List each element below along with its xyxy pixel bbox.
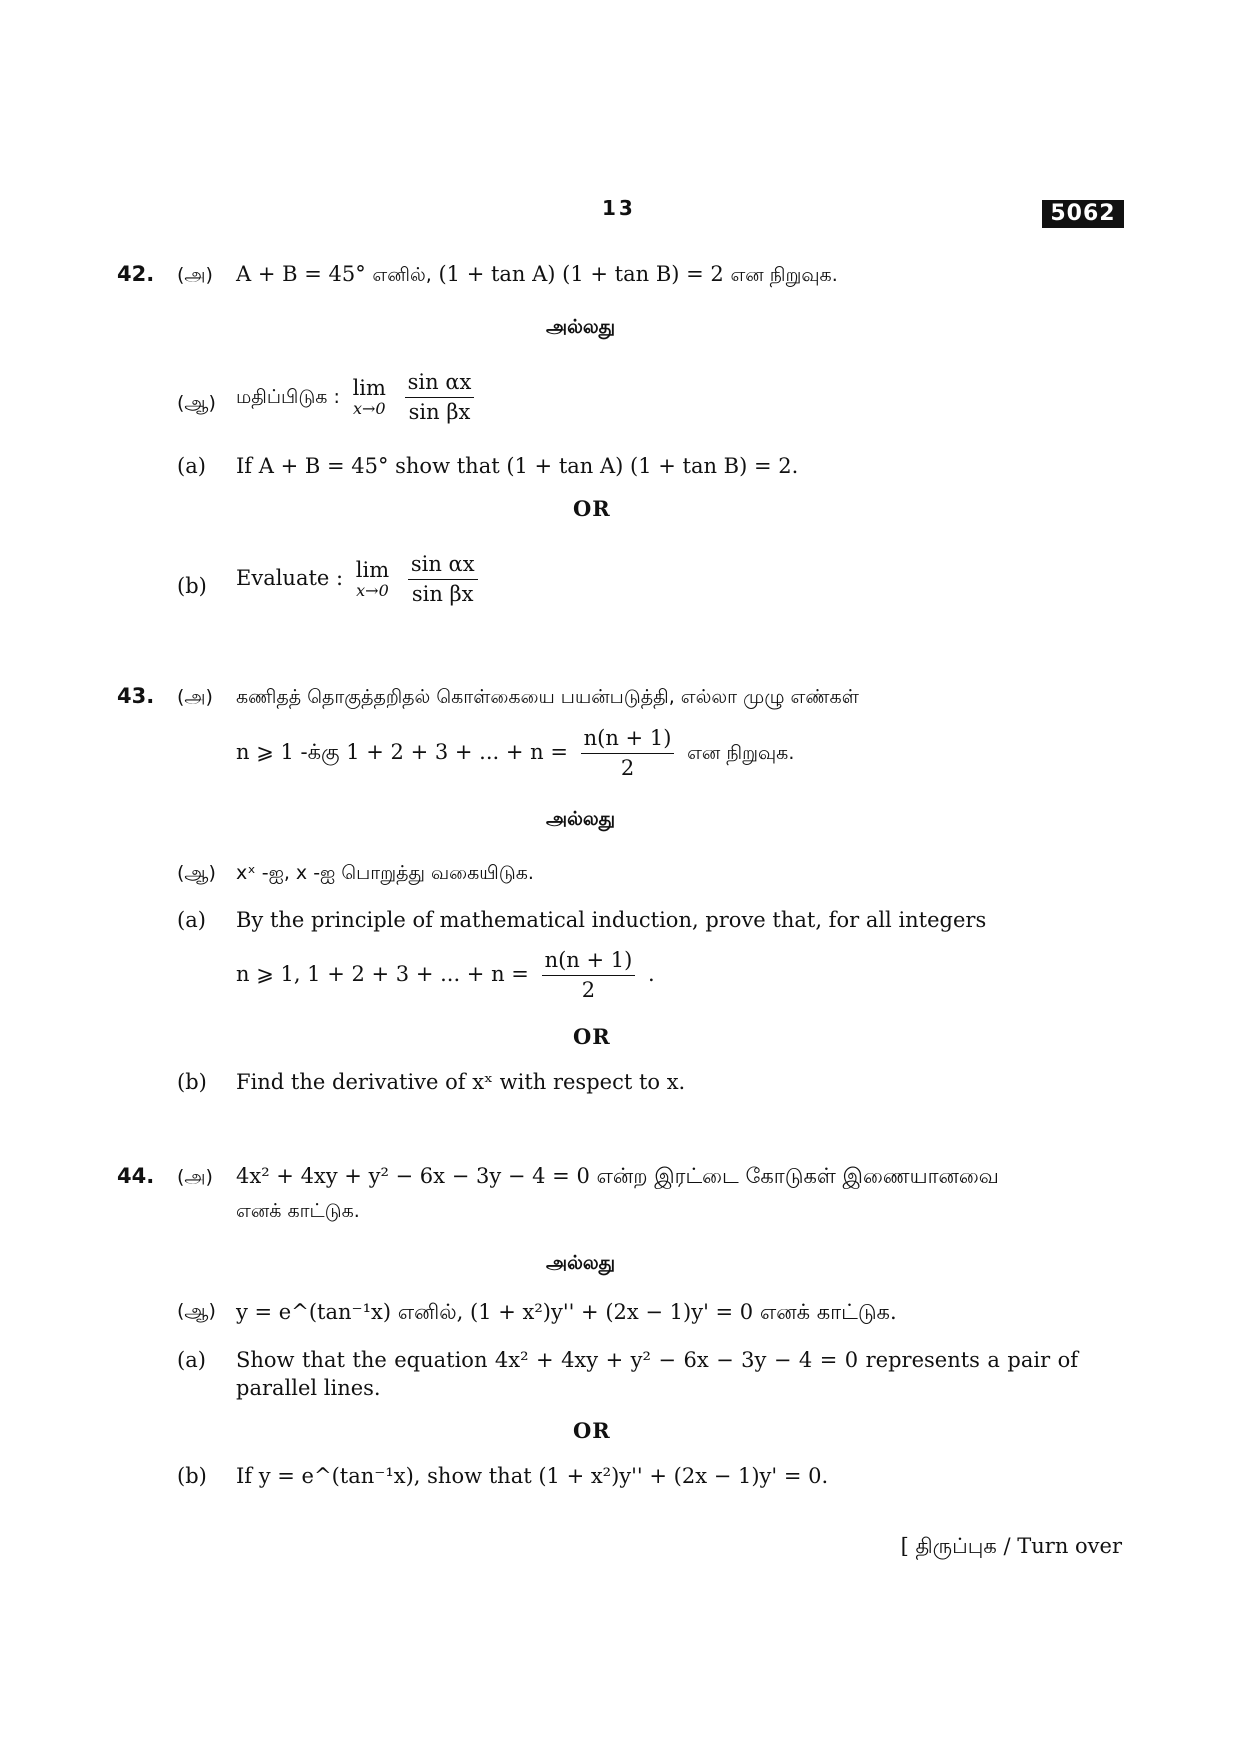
fraction-numerator: n(n + 1): [542, 948, 636, 976]
q43-ta-a-fraction: [581, 726, 675, 781]
lim-operator: lim: [355, 558, 390, 583]
q44-ta-b-text: y = e^(tan⁻¹x) எனில், (1 + x²)y'' + (2x − 1)y' = 0 எனக் காட்டுக.: [236, 1300, 897, 1324]
q42-en-b-fraction: [408, 552, 478, 607]
q42-ta-b-fraction: [405, 370, 475, 425]
q44-en-b-text: If y = e^(tan⁻¹x), show that (1 + x²)y'' + (2x − 1)y' = 0.: [236, 1464, 829, 1488]
lim-subscript: x→0: [356, 581, 389, 601]
or-english-43: OR: [573, 1024, 611, 1049]
q42-ta-a-tail: என நிறுவுக.: [730, 264, 838, 286]
q42-ta-b-limit: [353, 377, 386, 418]
q44-en-a-label: (a): [177, 1348, 206, 1372]
q43-en-b-text: Find the derivative of xˣ with respect to x.: [236, 1070, 686, 1094]
or-tamil-42: அல்லது: [546, 316, 616, 338]
q43-en-a-fraction: [542, 948, 636, 1003]
fraction-numerator: sin αx: [408, 552, 478, 580]
q42-ta-b-label: (ஆ): [177, 392, 216, 414]
q42-ta-a-expr: A + B = 45°: [236, 262, 366, 286]
question-number-43: 43.: [117, 684, 155, 708]
q43-ta-a-tail: என நிறுவுக.: [687, 742, 795, 765]
q43-ta-b-text: xˣ -ஐ, x -ஐ பொறுத்து வகையிடுக.: [236, 862, 534, 884]
fraction-denominator: 2: [620, 756, 635, 781]
q44-ta-a-line1: 4x² + 4xy + y² − 6x − 3y − 4 = 0 என்ற இரட்டை கோடுகள் இணையானவை: [236, 1164, 999, 1188]
q42-ta-a-text: [236, 262, 838, 289]
q43-ta-a-label: (அ): [177, 686, 213, 708]
question-number-42: 42.: [117, 262, 155, 286]
q42-en-b-word: Evaluate :: [236, 566, 344, 591]
q44-en-a-text: Show that the equation 4x² + 4xy + y² − 6x − 3y − 4 = 0 represents a pair of parallel lines.: [236, 1348, 1078, 1400]
q43-ta-a-line2: [236, 726, 794, 781]
q43-en-a-tail: .: [648, 962, 655, 987]
q43-en-b-label: (b): [177, 1070, 207, 1094]
fraction-numerator: sin αx: [405, 370, 475, 398]
q42-en-b-limit: [356, 559, 389, 600]
q42-en-a-text: If A + B = 45° show that (1 + tan A) (1 + tan B) = 2.: [236, 454, 799, 478]
paper-code-badge: 5062: [1042, 200, 1124, 228]
turn-over-footer: [ திருப்புக / Turn over: [900, 1534, 1122, 1558]
q42-en-b-label: (b): [177, 574, 207, 598]
q43-en-a-line2: [236, 948, 655, 1003]
q42-ta-a-label: (அ): [177, 264, 213, 286]
or-tamil-43: அல்லது: [546, 808, 616, 830]
page-number: 13: [602, 196, 636, 220]
or-english-44: OR: [573, 1418, 611, 1443]
q42-ta-a-word: எனில்,: [372, 264, 432, 286]
question-number-44: 44.: [117, 1164, 155, 1188]
fraction-denominator: 2: [581, 978, 596, 1003]
q42-ta-b-word: மதிப்பிடுக :: [236, 386, 340, 409]
q42-ta-a-expr2: (1 + tan A) (1 + tan B) = 2: [438, 262, 724, 286]
q43-ta-a-pre: n ⩾ 1 -க்கு 1 + 2 + 3 + ... + n =: [236, 740, 568, 765]
q43-ta-a-line1: கணிதத் தொகுத்தறிதல் கொள்கையை பயன்படுத்தி, எல்லா முழு எண்கள்: [236, 686, 859, 708]
q43-en-a-pre: n ⩾ 1, 1 + 2 + 3 + ... + n =: [236, 962, 529, 987]
q44-en-b-label: (b): [177, 1464, 207, 1488]
q43-ta-b-label: (ஆ): [177, 862, 216, 884]
or-english-42: OR: [573, 496, 611, 521]
q42-en-b-text: [236, 552, 484, 607]
fraction-denominator: sin βx: [411, 582, 474, 607]
q42-ta-b-text: [236, 370, 480, 425]
lim-operator: lim: [352, 376, 386, 401]
lim-subscript: x→0: [352, 399, 386, 419]
fraction-numerator: n(n + 1): [581, 726, 675, 754]
fraction-denominator: sin βx: [408, 400, 471, 425]
q44-ta-b-label: (ஆ): [177, 1300, 216, 1322]
q44-ta-a-line2: எனக் காட்டுக.: [236, 1200, 360, 1222]
q44-ta-a-label: (அ): [177, 1166, 213, 1188]
or-tamil-44: அல்லது: [546, 1252, 616, 1274]
q43-en-a-line1: By the principle of mathematical induction, prove that, for all integers: [236, 908, 987, 932]
q43-en-a-label: (a): [177, 908, 206, 932]
q42-en-a-label: (a): [177, 454, 206, 478]
